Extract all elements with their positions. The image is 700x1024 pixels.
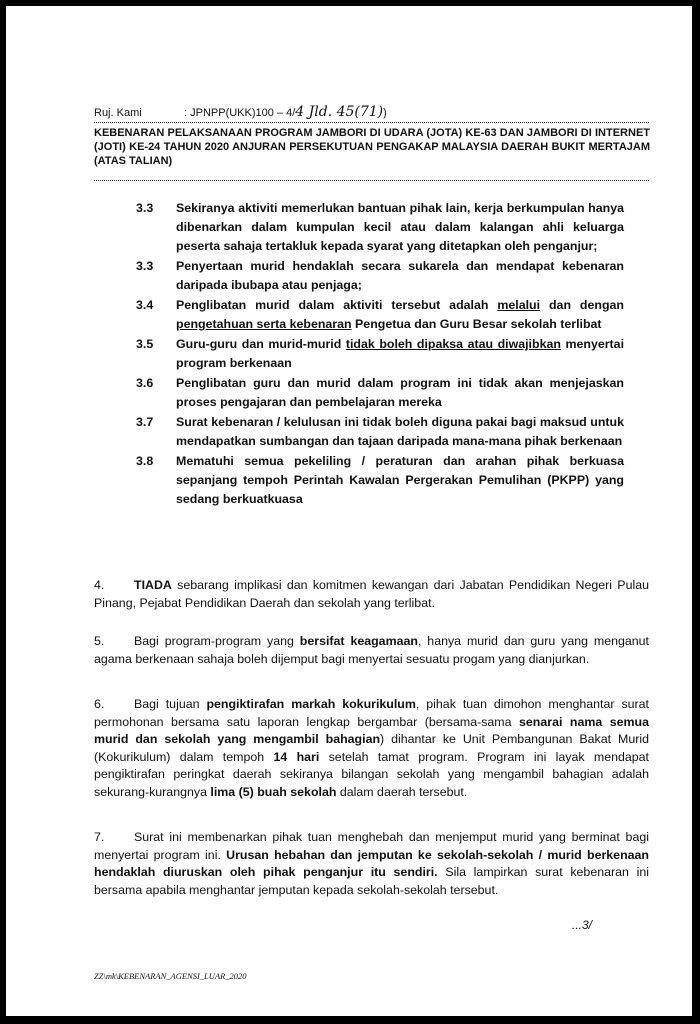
- paragraph-number: 7.: [94, 830, 105, 844]
- reference-value: : JPNPP(UKK)100 – 4/: [184, 107, 296, 119]
- condition-number: 3.3: [136, 201, 154, 215]
- paragraph-6: [94, 696, 649, 801]
- condition-item: [136, 452, 624, 509]
- letter-subject: KEBENARAN PELAKSANAAN PROGRAM JAMBORI DI UDARA (JOTA) KE-63 DAN JAMBORI DI INTERNET (JOTI) KE-24 TAHUN 2020 ANJURAN PERSEKUTUAN PENGAKAP MALAYSIA DAERAH BUKIT MERTAJAM (ATAS TALIAN): [94, 127, 650, 167]
- condition-number: 3.5: [136, 337, 154, 351]
- condition-item: [136, 199, 624, 256]
- bold-text: Urusan hebahan dan jemputan ke sekolah-sekolah / murid berkenaan hendaklah diuruskan oleh pihak penganjur itu sendiri.: [94, 847, 649, 879]
- top-divider: [94, 122, 649, 123]
- bold-text: lima (5) buah sekolah: [210, 784, 337, 799]
- paragraph-text: , pihak tuan dimohon menghantar surat permohonan bersama satu laporan lengkap bergambar (bersama-sama: [94, 697, 649, 729]
- condition-text-part: Penglibatan murid dalam aktiviti tersebut adalah: [176, 298, 498, 312]
- paragraph-text: Bagi tujuan: [134, 697, 207, 711]
- condition-text-part: menyertai program berkenaan: [176, 337, 625, 370]
- condition-item: [136, 374, 624, 412]
- subject-divider: [94, 180, 649, 181]
- paragraph-number: 5.: [94, 634, 105, 648]
- bold-text: 14 hari: [273, 749, 320, 764]
- condition-text-part: Guru-guru dan murid-murid: [176, 337, 346, 351]
- paragraph-text: setelah tamat program. Program ini layak mendapat pengiktirafan peringkat daerah sekiranya bilangan sekolah yang mengambil bahagian adalah sekurang-kurangnya: [94, 749, 649, 799]
- paragraph-text: Bagi program-program yang: [134, 634, 300, 648]
- underlined-text: melalui: [497, 298, 541, 312]
- condition-number: 3.3: [136, 259, 154, 273]
- reference-close: ): [383, 107, 387, 119]
- condition-number: 3.6: [136, 376, 154, 390]
- condition-text: Surat kebenaran / kelulusan ini tidak boleh diguna pakai bagi maksud untuk mendapatkan sumbangan dan tajaan daripada mana-mana pihak berkenaan: [176, 415, 624, 448]
- paragraph-text: dalam daerah tersebut.: [336, 784, 468, 799]
- bold-text: TIADA: [134, 578, 172, 592]
- conditions-list: [136, 199, 624, 510]
- paragraph-number: 6.: [94, 697, 105, 711]
- underlined-text: tidak boleh dipaksa atau diwajibkan: [345, 337, 561, 351]
- paragraph-number: 4.: [94, 578, 105, 592]
- condition-item: [136, 257, 624, 295]
- condition-text-part: dan dengan: [540, 298, 624, 312]
- condition-item: [136, 335, 624, 373]
- condition-text: Penyertaan murid hendaklah secara sukarela dan mendapat kebenaran daripada ibubapa atau penjaga;: [176, 259, 624, 292]
- bold-text: pengiktirafan markah kokurikulum: [206, 697, 416, 711]
- underlined-text: pengetahuan serta kebenaran: [176, 317, 352, 331]
- paragraph-text: Surat ini membenarkan pihak tuan menghebah dan menjemput murid yang berminat bagi menyertai program ini.: [94, 830, 649, 862]
- condition-item: [136, 413, 624, 451]
- condition-text: Sekiranya aktiviti memerlukan bantuan pihak lain, kerja berkumpulan hanya dibenarkan dalam kumpulan kecil atau dalam kalangan ahli keluarga peserta sahaja tertakluk kepada syarat yang ditetapkan oleh penganjur;: [176, 201, 624, 253]
- paragraph-text: , hanya murid dan guru yang menganut agama berkenaan sahaja boleh dijemput bagi menyertai sesuatu progam yang dianjurkan.: [94, 634, 650, 666]
- paragraph-text: ) dihantar ke Unit Pembangunan Bakat Murid (Kokurikulum) dalam tempoh: [94, 732, 649, 764]
- paragraph-5: [94, 633, 649, 668]
- paragraph-7: [94, 829, 649, 899]
- condition-text: [176, 296, 624, 334]
- footer-file-path: ZZ\mk\KEBENARAN_AGENSI_LUAR_2020: [94, 971, 247, 981]
- condition-text: [176, 335, 624, 373]
- condition-item: [136, 296, 624, 334]
- paragraph-text: Sila lampirkan surat kebenaran ini bersama apabila menghantar jemputan kepada sekolah-sekolah tersebut.: [94, 865, 649, 897]
- condition-number: 3.8: [136, 454, 154, 468]
- condition-text: Penglibatan guru dan murid dalam program ini tidak akan menjejaskan proses pengajaran dan pembelajaran mereka: [176, 376, 624, 409]
- paragraph-text: sebarang implikasi dan komitmen kewangan dari Jabatan Pendidikan Negeri Pulau Pinang, Pejabat Pendidikan Daerah dan sekolah yang terlibat.: [94, 578, 649, 610]
- condition-number: 3.7: [136, 415, 154, 429]
- condition-text-part: Pengetua dan Guru Besar sekolah terlibat: [351, 317, 602, 331]
- continuation-page-ref: ...3/: [572, 918, 593, 932]
- condition-text: Mematuhi semua pekeliling / peraturan dan arahan pihak berkuasa sepanjang tempoh Perintah Kawalan Pergerakan Pemulihan (PKPP) yang sedang berkuatkuasa: [176, 454, 624, 506]
- reference-label: Ruj. Kami: [94, 107, 142, 119]
- paragraph-4: [94, 577, 649, 612]
- handwritten-reference: 4 Jld. 45(71): [295, 104, 384, 120]
- bold-text: senarai nama semua murid dan sekolah yang mengambil bahagian: [94, 714, 649, 746]
- reference-line: [94, 104, 654, 120]
- bold-text: bersifat keagamaan: [299, 634, 418, 648]
- condition-number: 3.4: [136, 298, 154, 312]
